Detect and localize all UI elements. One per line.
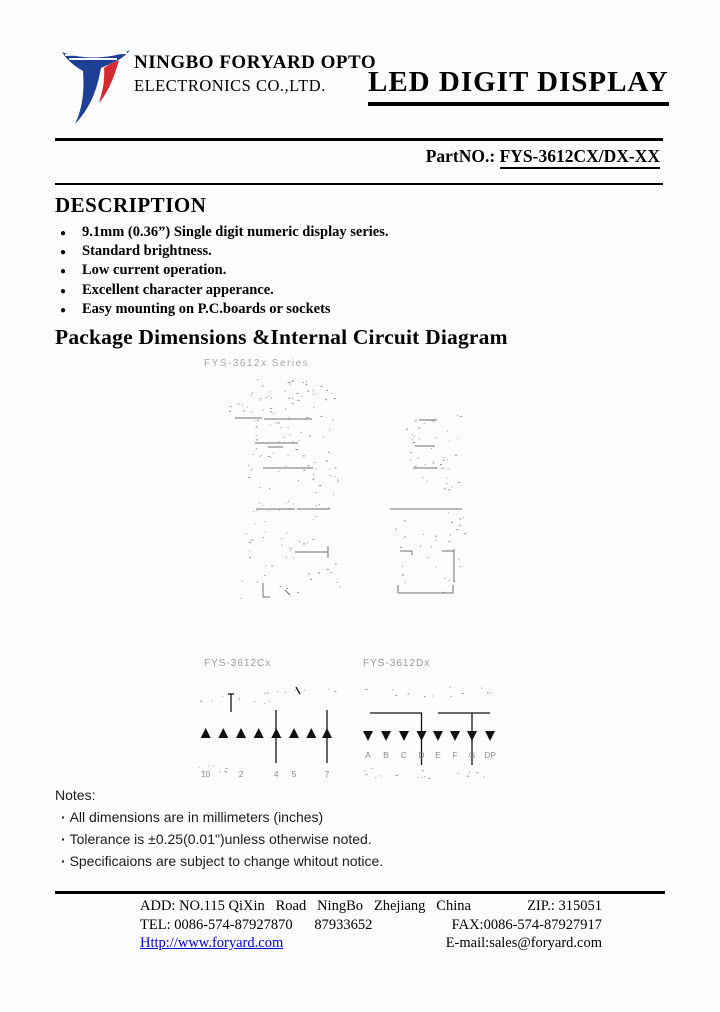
logo-blue-swoosh xyxy=(62,50,130,124)
divider-under-part xyxy=(55,183,663,185)
bullet-icon: ● xyxy=(60,228,67,239)
note-item: · All dimensions are in millimeters (inches) xyxy=(55,809,383,825)
footer-address: ADD: NO.115 QiXin Road NingBo Zhejiang China xyxy=(140,898,471,914)
company-logo xyxy=(57,47,135,127)
left-circuit-pin-numbers xyxy=(201,769,330,779)
pin-label: A xyxy=(365,750,371,760)
section-heading: Package Dimensions &Internal Circuit Diagram xyxy=(55,325,508,349)
led-diode-icon xyxy=(201,728,211,738)
description-heading: DESCRIPTION xyxy=(55,193,207,217)
pin-label: E xyxy=(435,750,441,760)
list-item: ● 9.1mm (0.36”) Single digit numeric display series. xyxy=(60,224,389,240)
pin-label: 7 xyxy=(324,769,330,779)
left-circuit-label: FYS-3612Cx xyxy=(204,658,272,669)
package-and-circuit-diagram xyxy=(0,352,720,788)
note-item: · Tolerance is ±0.25(0.01")unless otherwise noted. xyxy=(55,831,383,847)
footer-fax: FAX:0086-574-87927917 xyxy=(451,916,602,933)
company-name: NINGBO FORYARD OPTO xyxy=(134,52,377,73)
part-number-value: FYS-3612CX/DX-XX xyxy=(500,146,660,169)
led-diode-icon xyxy=(306,728,316,738)
led-diode-icon xyxy=(381,731,391,741)
footer-email: E-mail:sales@foryard.com xyxy=(445,935,602,951)
led-diode-icon xyxy=(363,731,373,741)
divider-footer xyxy=(55,891,665,894)
led-diode-icon xyxy=(218,728,228,738)
right-circuit-led-triangles xyxy=(363,731,495,741)
page-title: LED DIGIT DISPLAY xyxy=(368,66,669,106)
right-circuit-segment-letters xyxy=(365,750,496,760)
pin-label: G xyxy=(468,750,476,760)
list-item: ● Standard brightness. xyxy=(60,243,212,260)
divider-top xyxy=(55,138,663,141)
bullet-icon: ● xyxy=(60,266,67,278)
led-diode-icon xyxy=(289,728,299,738)
note-item: · Specificaions are subject to change whitout notice. xyxy=(55,853,383,869)
pin-label: B xyxy=(383,750,389,760)
website-link[interactable]: Http://www.foryard.com xyxy=(140,935,284,951)
bullet-icon: ● xyxy=(60,247,67,259)
led-diode-icon xyxy=(450,731,460,741)
list-item: ● Excellent character apperance. xyxy=(60,281,274,298)
notes-heading: Notes: xyxy=(55,787,96,803)
led-diode-icon xyxy=(417,731,427,741)
footer-contact-block xyxy=(140,898,602,954)
pin-label: C xyxy=(400,750,408,760)
list-item: ● Easy mounting on P.C.boards or sockets xyxy=(60,300,331,317)
pin-label: 4 xyxy=(273,769,279,779)
scan-noise-specks xyxy=(198,379,491,779)
footer-zip: ZIP.: 315051 xyxy=(527,898,602,914)
bullet-icon: ● xyxy=(60,285,67,297)
led-diode-icon xyxy=(433,731,443,741)
led-diode-icon xyxy=(322,728,332,738)
led-diode-icon xyxy=(254,728,264,738)
led-diode-icon xyxy=(399,731,409,741)
part-number-label: PartNO.: xyxy=(425,146,500,166)
footer-tel: TEL: 0086-574-87927870 87933652 xyxy=(140,916,373,933)
notes-block xyxy=(55,787,383,869)
pin-label: 10 xyxy=(200,769,211,779)
led-diode-icon xyxy=(467,731,477,741)
left-circuit-led-triangles xyxy=(201,728,332,738)
bullet-icon: ● xyxy=(60,304,67,316)
pin-label: 5 xyxy=(291,769,297,779)
part-number-line xyxy=(426,146,660,167)
led-diode-icon xyxy=(485,731,495,741)
pin-label: F xyxy=(452,750,458,760)
pin-label: D xyxy=(418,750,425,760)
right-circuit-label: FYS-3612Dx xyxy=(363,658,431,669)
company-subname: ELECTRONICS CO.,LTD. xyxy=(134,76,326,95)
pin-label: DP xyxy=(484,750,496,760)
package-outline-lines xyxy=(235,418,462,597)
led-diode-icon xyxy=(271,728,281,738)
led-diode-icon xyxy=(236,728,246,738)
feature-list xyxy=(60,224,620,320)
pin-label: 2 xyxy=(238,769,244,779)
series-label: FYS-3612x Series xyxy=(204,358,310,369)
left-circuit-wires xyxy=(228,687,327,763)
list-item: ● Low current operation. xyxy=(60,262,227,279)
